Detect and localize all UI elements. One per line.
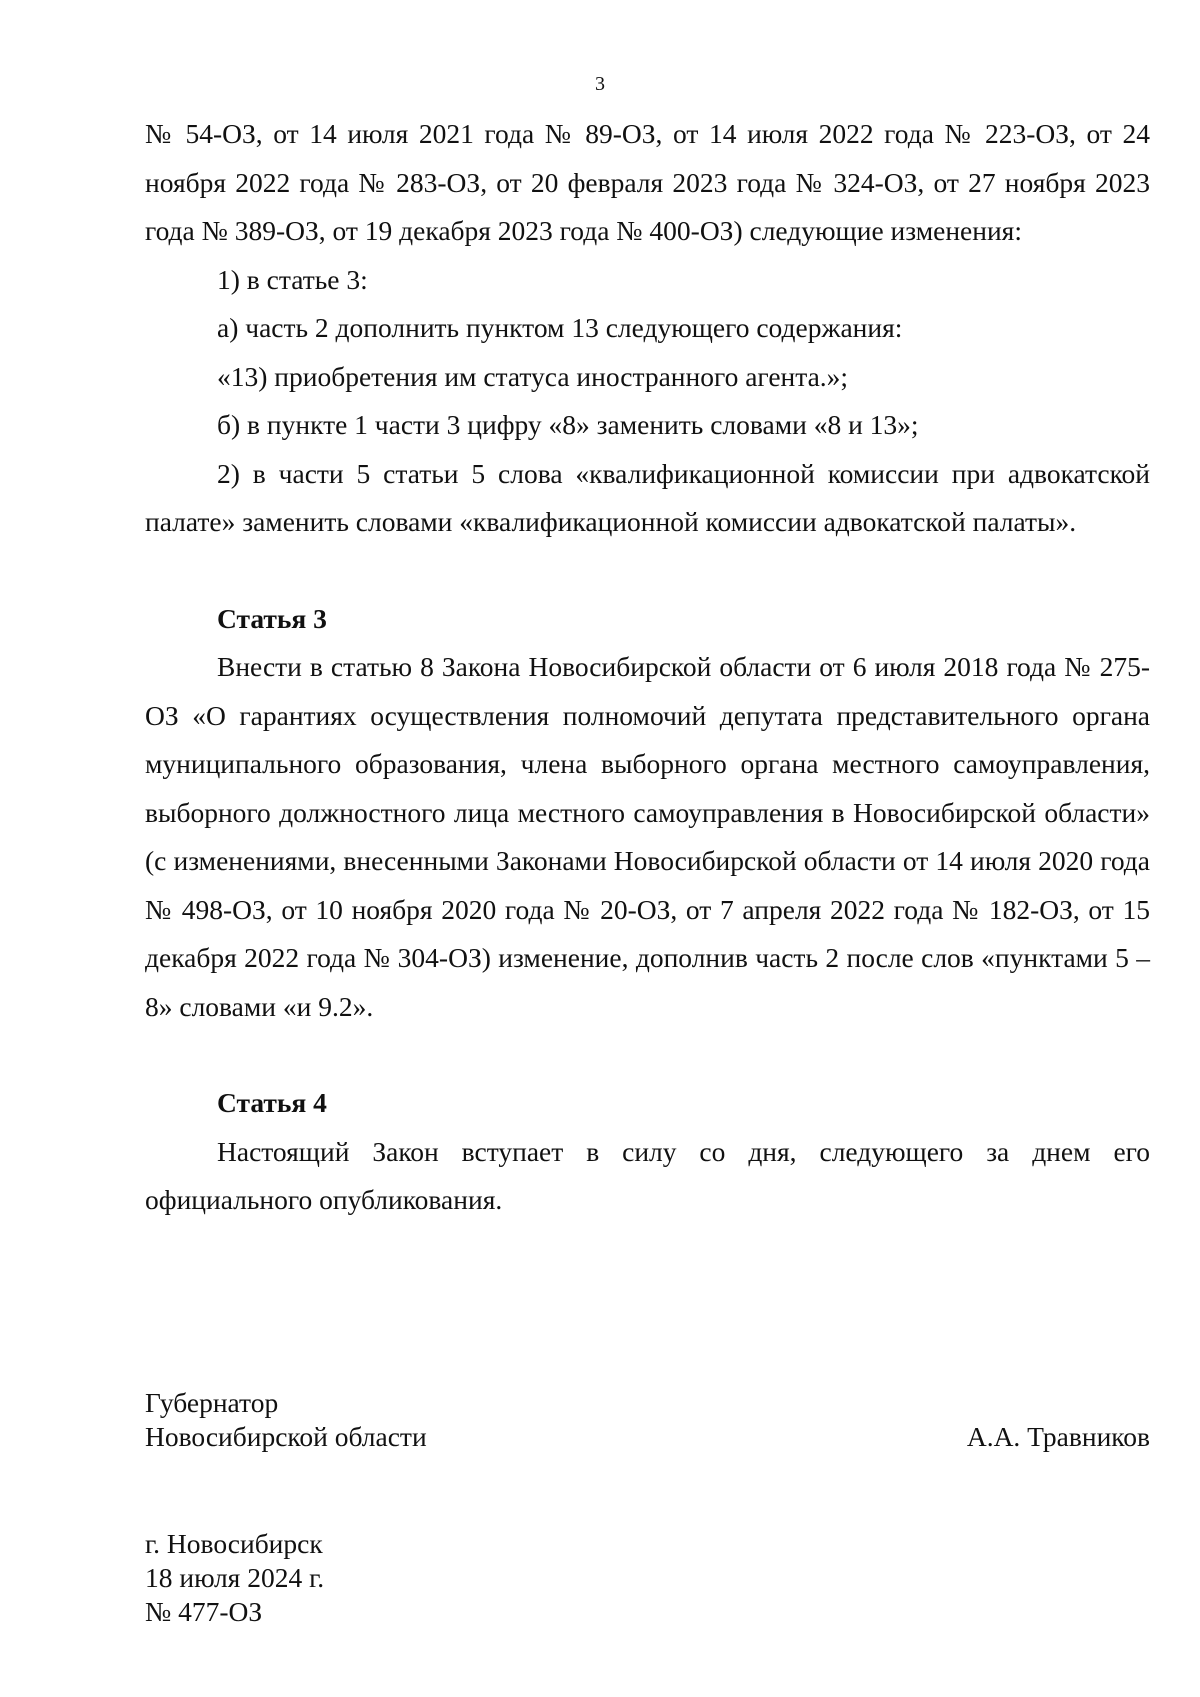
amendment-list-continuation: № 54-ОЗ, от 14 июля 2021 года № 89-ОЗ, от 14 июля 2022 года № 223-ОЗ, от 24 ноября 2022 года № 283-ОЗ, от 20 февраля 2023 года № 324-ОЗ, от 27 ноября 2023 года № 389-ОЗ, от 19 декабря 2023 года № 400-ОЗ) следующие изменения: bbox=[145, 118, 1150, 246]
signature-row bbox=[145, 1420, 1150, 1454]
signer-title-line1: Губернатор bbox=[145, 1387, 279, 1418]
amendment-item-1: 1) в статье 3: bbox=[217, 263, 368, 295]
signature-block bbox=[145, 1386, 1150, 1454]
document-body bbox=[145, 110, 1150, 1225]
page-number: 3 bbox=[595, 73, 605, 95]
article-3-heading: Статья 3 bbox=[217, 602, 327, 634]
footer-city: г. Новосибирск bbox=[145, 1528, 323, 1559]
article-4-heading: Статья 4 bbox=[217, 1087, 327, 1118]
article-4-text: Настоящий Закон вступает в силу со дня, следующего за днем его официального опубликования. bbox=[145, 1135, 1150, 1215]
article-3-text: Внести в статью 8 Закона Новосибирской области от 6 июля 2018 года № 275-ОЗ «О гарантиях осуществления полномочий депутата представительного органа муниципального образования, члена выборного органа местного самоуправления, выборного должностного лица местного самоуправления в Новосибирской области» (с изменениями, внесенными Законами Новосибирской области от 14 июля 2020 года № 498-ОЗ, от 10 ноября 2020 года № 20-ОЗ, от 7 апреля 2022 года № 182-ОЗ, от 15 декабря 2022 года № 304-ОЗ) изменение, дополнив часть 2 после слов «пунктами 5 – 8» словами «и 9.2». bbox=[145, 651, 1150, 1022]
footer-law-number: № 477-ОЗ bbox=[145, 1596, 263, 1627]
signer-name: А.А. Травников bbox=[966, 1421, 1150, 1452]
document-footer bbox=[145, 1527, 324, 1629]
footer-date: 18 июля 2024 г. bbox=[145, 1562, 325, 1593]
amendment-item-1b: б) в пункте 1 части 3 цифру «8» заменить словами «8 и 13»; bbox=[217, 409, 919, 440]
amendment-item-1a-text: «13) приобретения им статуса иностранного агента.»; bbox=[217, 360, 849, 392]
amendment-item-2: 2) в части 5 статьи 5 слова «квалификационной комиссии при адвокатской палате» заменить словами «квалификационной комиссии адвокатской палаты». bbox=[145, 457, 1150, 537]
amendment-item-1a: а) часть 2 дополнить пунктом 13 следующего содержания: bbox=[217, 312, 903, 343]
signer-title-line2: Новосибирской области bbox=[145, 1421, 427, 1452]
